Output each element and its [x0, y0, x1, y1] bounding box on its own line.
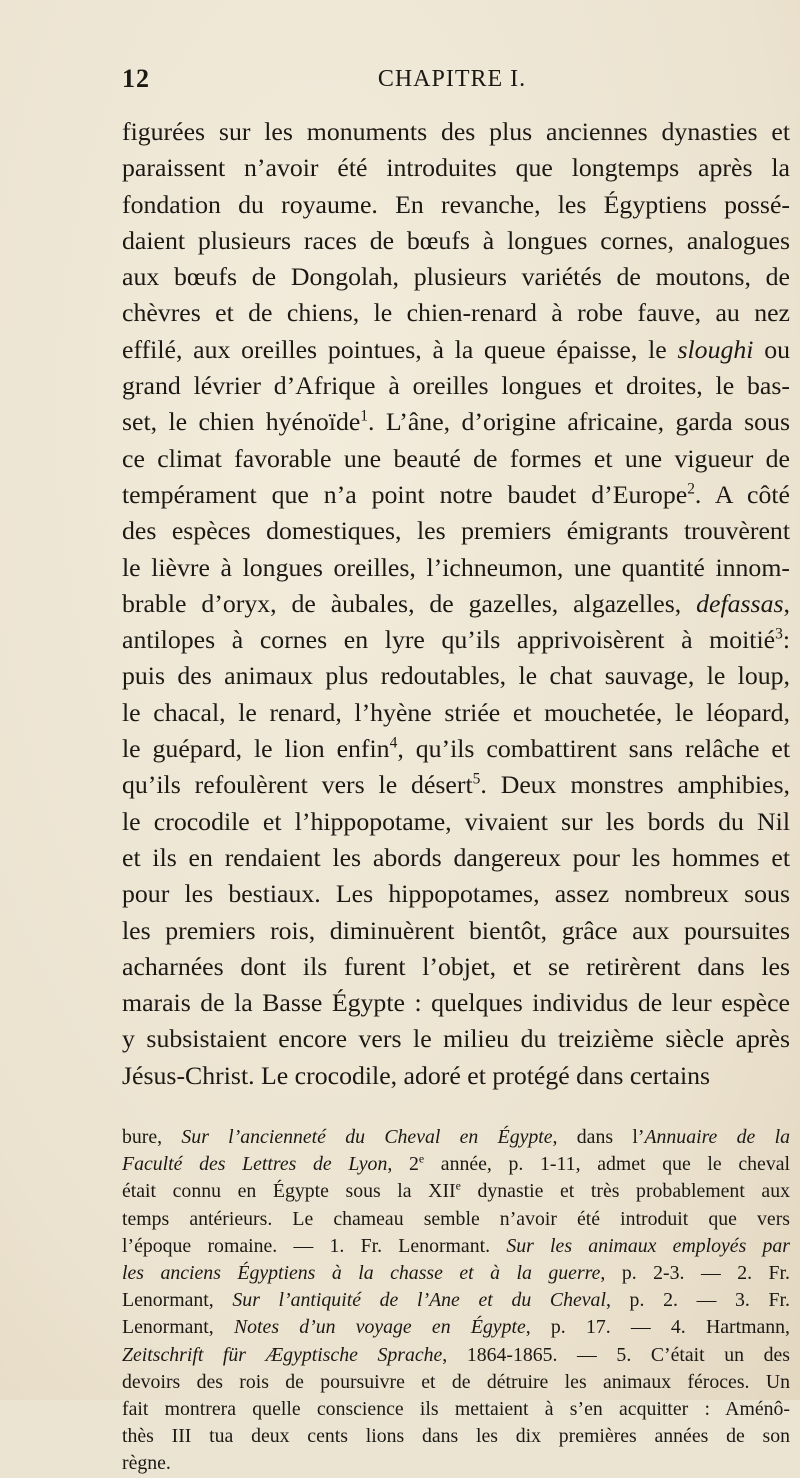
running-head: CHAPITRE I.: [377, 66, 527, 92]
text-line: et ils en rendaient les abords dangereux pour les hommes et: [122, 842, 790, 872]
footnote-line: Faculté des Lettres de Lyon, 2e année, p. 1-11, admet que le cheval: [122, 1151, 790, 1176]
footnotes: [122, 1124, 790, 1478]
text-line: puis des animaux plus redoutables, le chat sauvage, le loup,: [122, 661, 790, 691]
footnote-line: temps antérieurs. Le chameau semble n’avoir été introduit que vers: [122, 1207, 790, 1230]
footnote-line: Zeitschrift für Ægyptische Sprache, 1864-1865. — 5. C’était un des: [122, 1343, 790, 1366]
footnote-line: les anciens Égyptiens à la chasse et à la guerre, p. 2-3. — 2. Fr.: [122, 1262, 790, 1285]
footnote-line: Lenormant, Notes d’un voyage en Égypte, p. 17. — 4. Hartmann,: [122, 1316, 790, 1339]
footnote-line: thès III tua deux cents lions dans les dix premières années de son: [122, 1425, 790, 1448]
text-line: acharnées dont ils furent l’objet, et se retirèrent dans les: [122, 951, 790, 981]
text-line: brable d’oryx, de àubales, de gazelles, algazelles, defassas,: [122, 588, 790, 618]
text-line: set, le chien hyénoïde$^1$. L’âne, d’origine africaine, garda sous: [122, 407, 790, 437]
text-line: antilopes à cornes en lyre qu’ils apprivoisèrent à moitié$^3$:: [122, 625, 790, 655]
text-line: le chacal, le renard, l’hyène striée et mouchetée, le léopard,: [122, 697, 790, 727]
text-line: marais de la Basse Égypte : quelques individus de leur espèce: [122, 988, 790, 1018]
text-line: le lièvre à longues oreilles, l’ichneumon, une quantité innom-: [122, 552, 790, 582]
text-line: des espèces domestiques, les premiers émigrants trouvèrent: [122, 516, 790, 546]
text-line: fondation du royaume. En revanche, les Égyptiens possé-: [122, 189, 790, 219]
footnote-line: fait montrera quelle conscience ils mettaient à s’en acquitter : Aménô-: [122, 1398, 790, 1421]
text-line: chèvres et de chiens, le chien-renard à robe fauve, au nez: [122, 298, 790, 328]
text-line: le guépard, le lion enfin$^4$, qu’ils combattirent sans relâche et: [122, 734, 791, 764]
footnote-line: règne.: [122, 1452, 171, 1475]
text-line: Jésus-Christ. Le crocodile, adoré et protégé dans certains: [122, 1060, 711, 1090]
text-line: le crocodile et l’hippopotame, vivaient sur les bords du Nil: [122, 806, 790, 836]
text-line: les premiers rois, diminuèrent bientôt, grâce aux poursuites: [122, 915, 790, 945]
footnote-line: Lenormant, Sur l’antiquité de l’Ane et du Cheval, p. 2. — 3. Fr.: [122, 1289, 790, 1312]
text-line: aux bœufs de Dongolah, plusieurs variétés de moutons, de: [122, 262, 790, 292]
text-line: daient plusieurs races de bœufs à longues cornes, analogues: [122, 225, 790, 255]
text-line: figurées sur les monuments des plus anciennes dynasties et: [122, 117, 790, 146]
text-line: effilé, aux oreilles pointues, à la queue épaisse, le sloughi ou: [122, 334, 790, 364]
footnote-line: devoirs des rois de poursuivre et de détruire les animaux féroces. Un: [122, 1370, 790, 1393]
text-line: qu’ils refoulèrent vers le désert$^5$. Deux monstres amphibies,: [122, 770, 790, 800]
text-line: y subsistaient encore vers le milieu du treizième siècle après: [122, 1024, 790, 1054]
footnote-line: bure, Sur l’ancienneté du Cheval en Égypte, dans l’Annuaire de la: [122, 1126, 790, 1148]
text-line: ce climat favorable une beauté de formes et une vigueur de: [122, 443, 790, 473]
text-line: paraissent n’avoir été introduites que longtemps après la: [122, 153, 790, 183]
main-text-body: [122, 114, 790, 1094]
text-line: tempérament que n’a point notre baudet d’Europe$^2$. A côté: [122, 479, 790, 509]
footnote-line: était connu en Égypte sous la XIIe dynastie et très probablement aux: [122, 1178, 790, 1203]
footnote-line: l’époque romaine. — 1. Fr. Lenormant. Sur les animaux employés par: [122, 1234, 790, 1257]
page-number: 12: [122, 64, 150, 93]
text-line: pour les bestiaux. Les hippopotames, assez nombreux sous: [122, 879, 790, 909]
text-line: grand lévrier d’Afrique à oreilles longues et droites, le bas-: [122, 371, 790, 401]
page-header: [122, 64, 782, 94]
